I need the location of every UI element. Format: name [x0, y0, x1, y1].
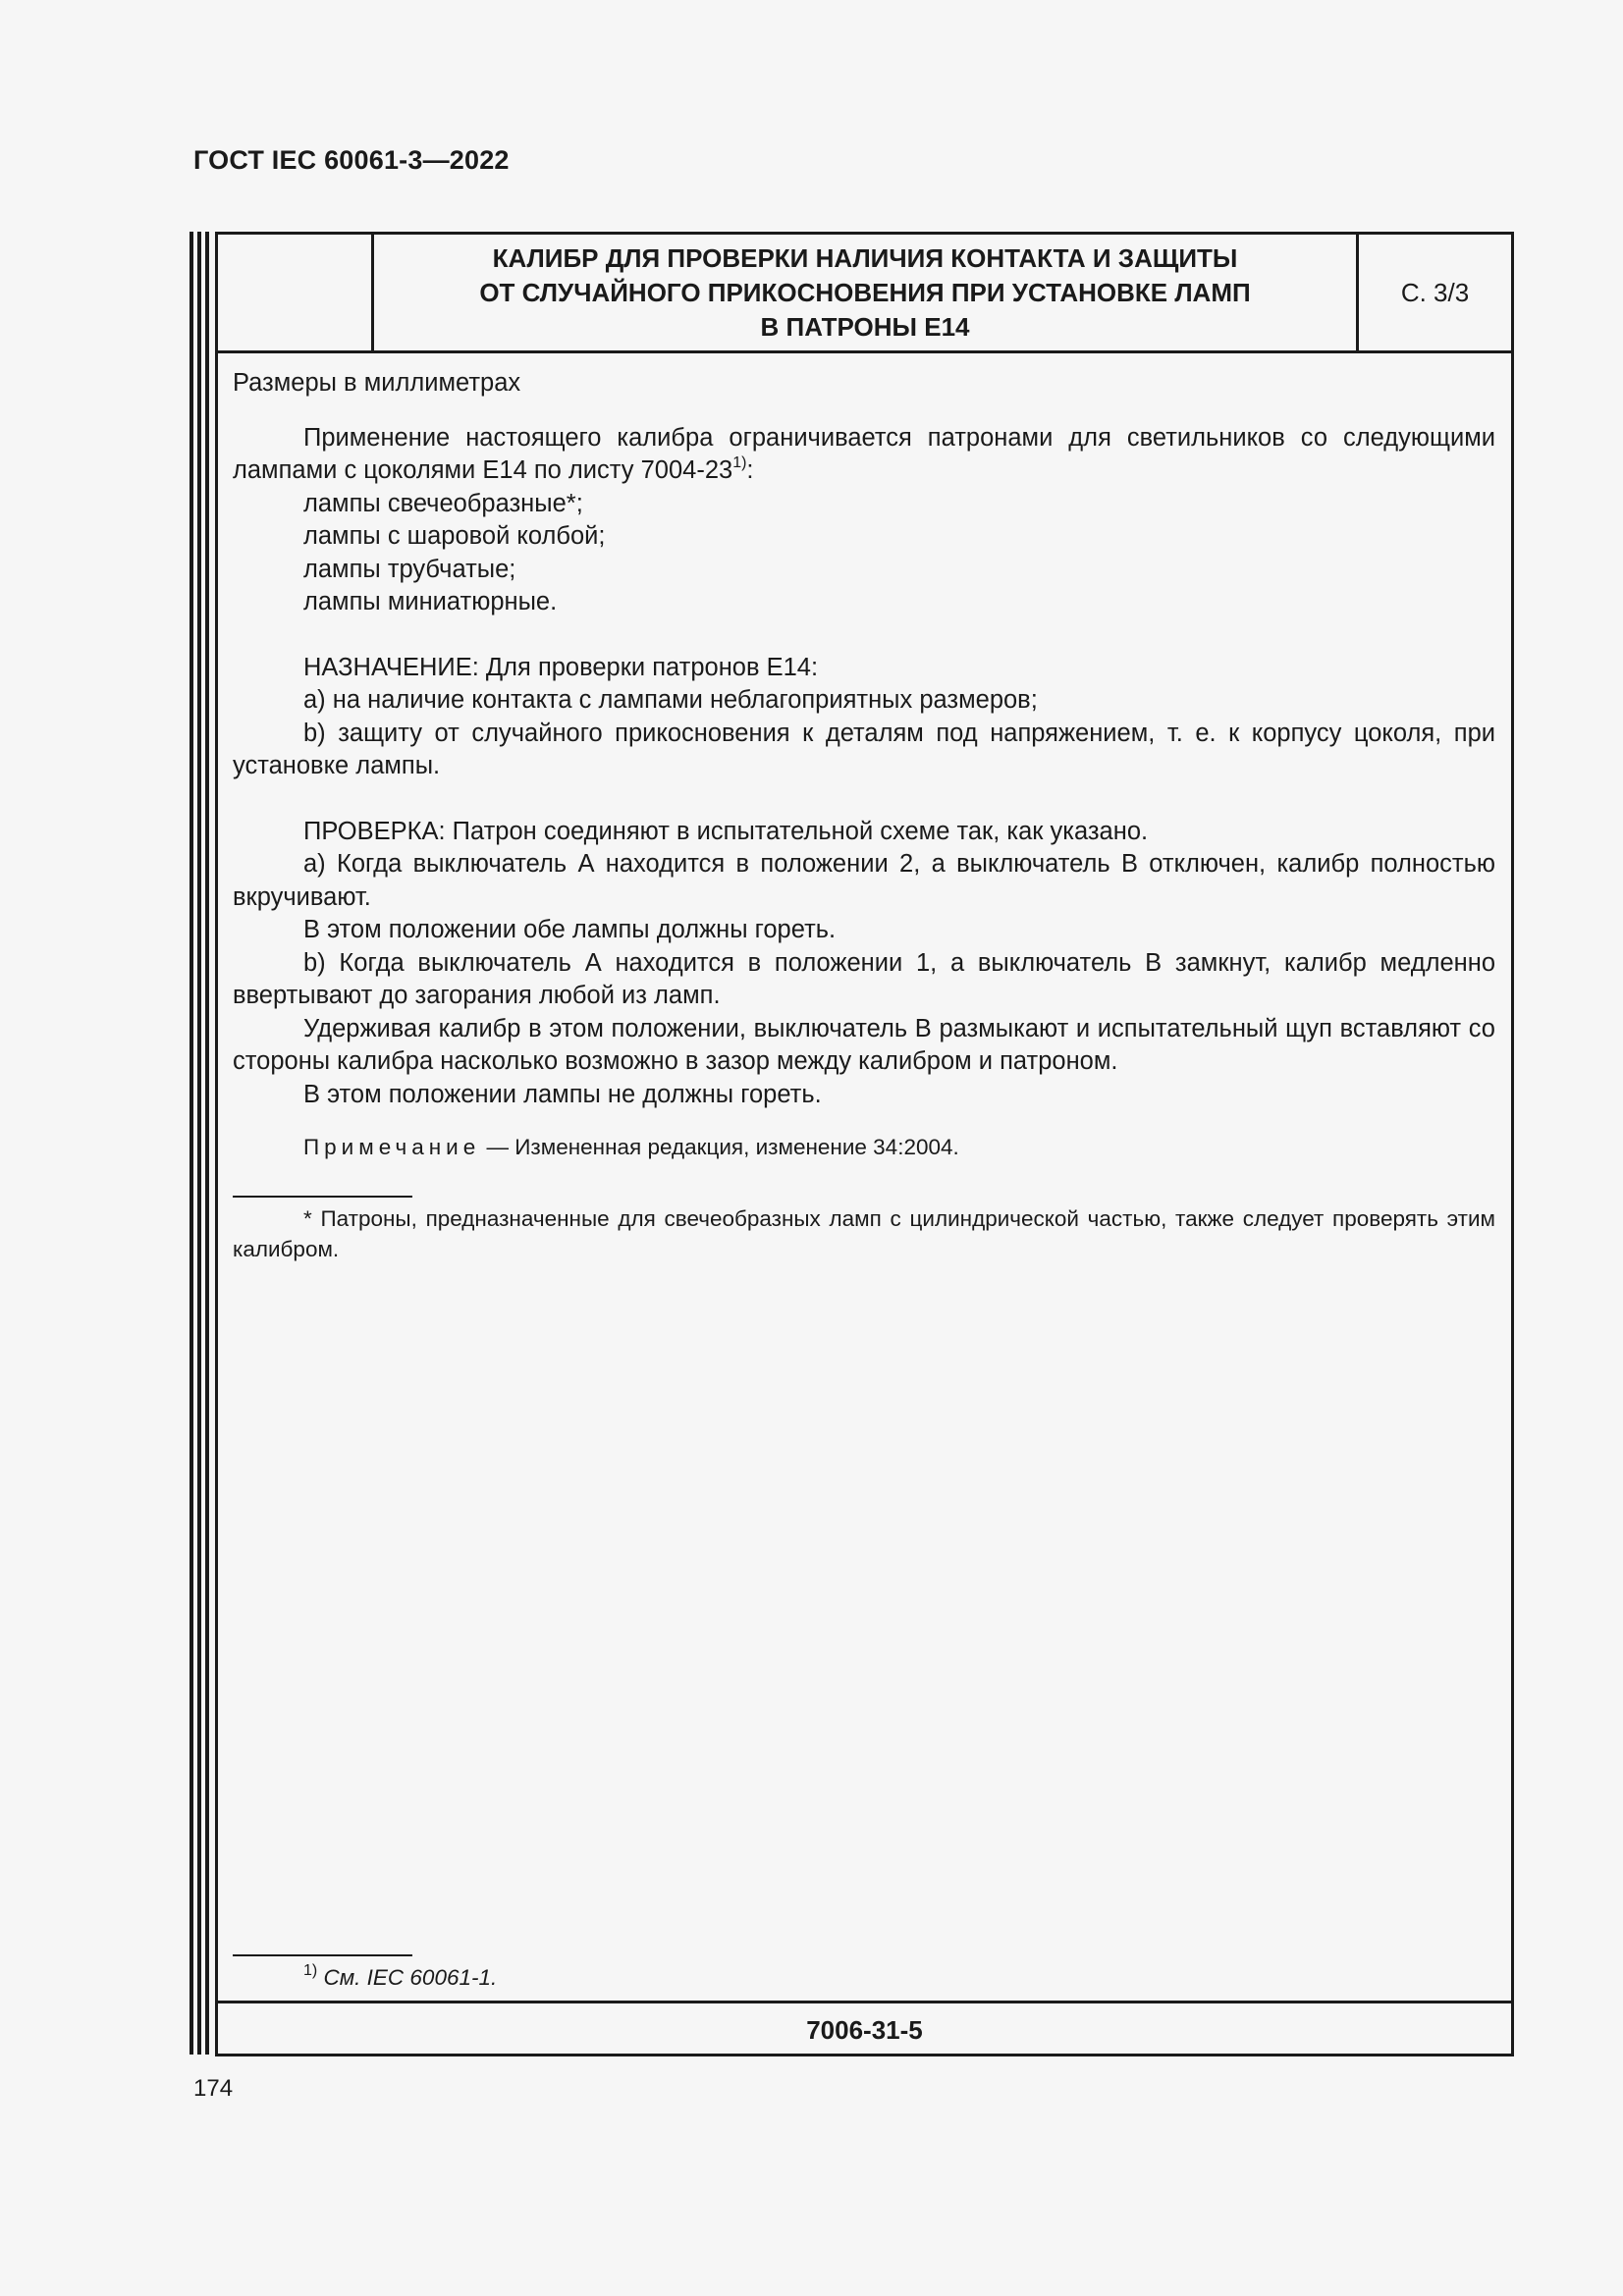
lamp-type-item: лампы свечеобразные*;	[303, 489, 583, 517]
sheet-title	[374, 235, 1359, 350]
margin-bar	[197, 232, 201, 2055]
note-label: Примечание	[303, 1135, 481, 1159]
note-text: — Измененная редакция, изменение 34:2004.	[480, 1135, 959, 1159]
footnote-ref: 1)	[732, 454, 747, 471]
check-item-b-hold: Удерживая калибр в этом положении, выключатель В размыкают и испытательный щуп вставляют со стороны калибра насколько возможно в зазор между калибром и патроном.	[233, 1014, 1495, 1075]
footnote-mark: 1)	[303, 1961, 318, 1979]
margin-bar	[189, 232, 193, 2055]
purpose-item-a: a) на наличие контакта с лампами неблагоприятных размеров;	[303, 686, 1038, 714]
footnote-1: $^{1)}$ См. IEC 60061-1.	[303, 1961, 498, 1990]
document-header: ГОСТ IEC 60061-3—2022	[193, 145, 510, 175]
sheet-body	[233, 367, 1495, 1264]
check-heading: ПРОВЕРКА: Патрон соединяют в испытательной схеме так, как указано.	[303, 817, 1149, 845]
check-item-a: a) Когда выключатель А находится в положении 2, а выключатель В отключен, калибр полностью вкручивают.	[233, 850, 1495, 911]
check-item-b-result: В этом положении лампы не должны гореть.	[303, 1080, 822, 1108]
title-line: ОТ СЛУЧАЙНОГО ПРИКОСНОВЕНИЯ ПРИ УСТАНОВКЕ ЛАМП	[479, 277, 1251, 307]
check-item-b: b) Когда выключатель А находится в положении 1, а выключатель В замкнут, калибр медленно ввертывают до загорания любой из ламп.	[233, 948, 1495, 1009]
change-note	[233, 1133, 1495, 1162]
lamp-type-item: лампы с шаровой колбой;	[303, 522, 606, 550]
title-block	[218, 235, 1511, 353]
standard-sheet	[215, 232, 1514, 2056]
footnote-star: * Патроны, предназначенные для свечеобразных ламп с цилиндрической частью, также следует проверять этим калибром.	[233, 1206, 1495, 1261]
bottom-footnotes	[233, 1954, 1495, 1993]
lamp-type-item: лампы трубчатые;	[303, 555, 516, 583]
title-line: В ПАТРОНЫ Е14	[760, 311, 970, 342]
intro-paragraph: Применение настоящего калибра ограничивается патронами для светильников со следующими лампами с цоколями Е14 по листу 7004-23$^{1)}$:	[233, 423, 1495, 484]
purpose-heading: НАЗНАЧЕНИЕ: Для проверки патронов Е14:	[303, 653, 819, 681]
title-line: КАЛИБР ДЛЯ ПРОВЕРКИ НАЛИЧИЯ КОНТАКТА И ЗАЩИТЫ	[492, 242, 1238, 273]
margin-bar	[205, 232, 209, 2055]
lamp-type-item: лампы миниатюрные.	[303, 588, 558, 615]
sheet-page-number: С. 3/3	[1400, 277, 1470, 307]
purpose-item-b: b) защиту от случайного прикосновения к деталям под напряжением, т. е. к корпусу цоколя, при установке лампы.	[233, 719, 1495, 779]
page-number: 174	[193, 2075, 234, 2102]
title-left-cell	[218, 235, 374, 350]
sheet-code: 7006-31-5	[218, 2001, 1511, 2056]
dimensions-note: Размеры в миллиметрах	[233, 369, 521, 397]
check-item-a-result: В этом положении обе лампы должны гореть.	[303, 916, 837, 943]
